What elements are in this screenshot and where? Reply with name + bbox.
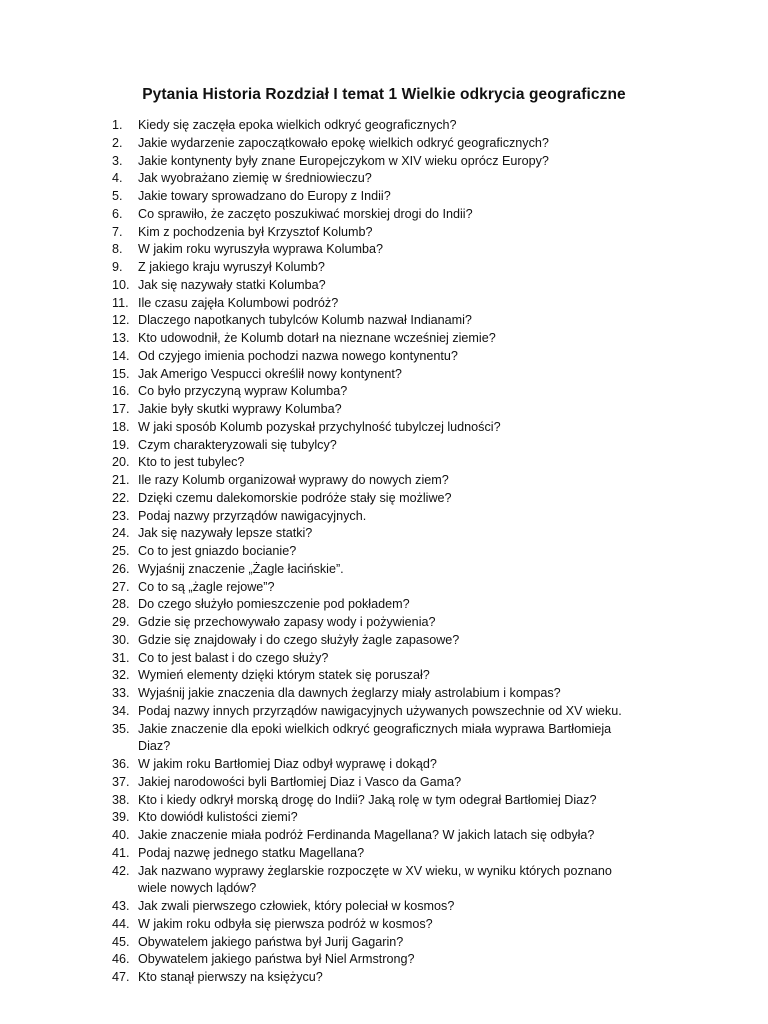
question-number: 45. <box>112 934 130 949</box>
question-text: Kiedy się zaczęła epoka wielkich odkryć geograficznych? <box>138 118 457 132</box>
question-item <box>112 650 672 668</box>
question-number: 6. <box>112 206 123 221</box>
question-number: 31. <box>112 650 130 665</box>
question-text: Do czego służyło pomieszczenie pod pokładem? <box>138 597 410 612</box>
question-item <box>112 170 672 188</box>
question-number: 44. <box>112 916 130 931</box>
question-item <box>112 809 672 827</box>
document-title: Pytania Historia Rozdział I temat 1 Wielkie odkrycia geograficzne <box>142 86 626 103</box>
question-number: 8. <box>112 242 123 257</box>
question-text: Jak nazwano wyprawy żeglarskie rozpoczęte w XV wieku, w wyniku których poznano wiele nowych lądów? <box>138 863 612 896</box>
question-text: Co to jest balast i do czego służy? <box>138 650 329 665</box>
question-text: W jaki sposób Kolumb pozyskał przychylność tubylczej ludności? <box>138 419 501 434</box>
question-number: 43. <box>112 899 130 913</box>
question-item <box>112 277 672 295</box>
question-item <box>112 153 672 171</box>
question-item <box>112 330 672 348</box>
question-text: Jakie były skutki wyprawy Kolumba? <box>138 402 342 416</box>
question-text: Jak się nazywały statki Kolumba? <box>138 277 326 292</box>
question-number: 2. <box>112 135 123 150</box>
question-item <box>112 703 672 721</box>
question-text: Ile razy Kolumb organizował wyprawy do nowych ziem? <box>138 473 449 487</box>
question-item <box>112 916 672 934</box>
question-text: Ile czasu zajęła Kolumbowi podróż? <box>138 295 339 310</box>
question-text: Jakie znaczenie miała podróż Ferdinanda Magellana? W jakich latach się odbyła? <box>138 828 595 842</box>
question-item <box>112 721 672 757</box>
question-number: 47. <box>112 970 130 984</box>
question-item <box>112 472 672 490</box>
question-text: Gdzie się znajdowały i do czego służyły żagle zapasowe? <box>138 632 460 647</box>
question-list <box>112 117 672 987</box>
question-text: Podaj nazwy innych przyrządów nawigacyjnych używanych powszechnie od XV wieku. <box>138 703 622 718</box>
question-text: Kto dowiódł kulistości ziemi? <box>138 810 298 825</box>
question-text: Jak zwali pierwszego człowiek, który poleciał w kosmos? <box>138 899 455 913</box>
question-text: W jakim roku odbyła się pierwsza podróż w kosmos? <box>138 916 433 931</box>
question-item <box>112 614 672 632</box>
question-item <box>112 135 672 153</box>
question-text: Kto stanął pierwszy na księżycu? <box>138 970 323 984</box>
question-item <box>112 685 672 703</box>
question-number: 25. <box>112 544 130 558</box>
question-text: W jakim roku wyruszyła wyprawa Kolumba? <box>138 242 383 257</box>
question-item <box>112 117 672 135</box>
question-text: Dzięki czemu dalekomorskie podróże stały się możliwe? <box>138 490 452 505</box>
question-number: 42. <box>112 863 130 878</box>
question-text: Jakiej narodowości byli Bartłomiej Diaz i Vasco da Gama? <box>138 774 462 789</box>
question-number: 46. <box>112 952 130 967</box>
question-number: 21. <box>112 473 130 487</box>
question-text: Czym charakteryzowali się tubylcy? <box>138 437 337 452</box>
question-number: 3. <box>112 153 123 168</box>
question-number: 38. <box>112 792 130 807</box>
question-item <box>112 969 672 987</box>
question-item <box>112 348 672 366</box>
question-number: 4. <box>112 171 123 186</box>
question-number: 14. <box>112 348 130 363</box>
question-number: 13. <box>112 331 130 345</box>
question-item <box>112 934 672 952</box>
question-number: 36. <box>112 757 130 771</box>
question-item <box>112 366 672 384</box>
question-item <box>112 579 672 597</box>
question-item <box>112 632 672 650</box>
question-text: Kim z pochodzenia był Krzysztof Kolumb? <box>138 224 373 239</box>
question-item <box>112 401 672 419</box>
question-number: 26. <box>112 561 130 576</box>
question-item <box>112 206 672 224</box>
question-number: 9. <box>112 260 123 274</box>
question-number: 34. <box>112 703 130 718</box>
question-text: Jak się nazywały lepsze statki? <box>138 526 313 541</box>
question-text: Co było przyczyną wypraw Kolumba? <box>138 384 348 399</box>
question-number: 33. <box>112 686 130 700</box>
question-text: Wymień elementy dzięki którym statek się poruszał? <box>138 668 430 683</box>
question-number: 10. <box>112 277 130 292</box>
question-number: 30. <box>112 632 130 647</box>
question-item <box>112 295 672 313</box>
question-item <box>112 898 672 916</box>
question-number: 7. <box>112 224 123 239</box>
question-text: Obywatelem jakiego państwa był Niel Armstrong? <box>138 952 415 967</box>
question-item <box>112 667 672 685</box>
question-item <box>112 827 672 845</box>
question-text: Jakie znaczenie dla epoki wielkich odkryć geograficznych miała wyprawa Bartłomieja Diaz? <box>138 721 612 754</box>
question-number: 19. <box>112 437 130 452</box>
question-text: Kto to jest tubylec? <box>138 455 245 470</box>
question-text: Gdzie się przechowywało zapasy wody i pożywienia? <box>138 615 436 629</box>
question-number: 12. <box>112 313 130 328</box>
question-text: Podaj nazwę jednego statku Magellana? <box>138 845 365 860</box>
question-number: 15. <box>112 366 130 381</box>
question-number: 17. <box>112 402 130 416</box>
question-item <box>112 490 672 508</box>
question-text: Wyjaśnij znaczenie „Żagle łacińskie”. <box>138 561 344 576</box>
question-text: Co to jest gniazdo bocianie? <box>138 544 297 558</box>
question-item <box>112 437 672 455</box>
question-item <box>112 259 672 277</box>
question-text: Jak wyobrażano ziemię w średniowieczu? <box>138 171 372 186</box>
question-item <box>112 383 672 401</box>
question-text: Wyjaśnij jakie znaczenia dla dawnych żeglarzy miały astrolabium i kompas? <box>138 686 561 700</box>
question-number: 32. <box>112 668 130 683</box>
question-text: Kto i kiedy odkrył morską drogę do Indii? Jaką rolę w tym odegrał Bartłomiej Diaz? <box>138 792 597 807</box>
question-item <box>112 525 672 543</box>
question-item <box>112 224 672 242</box>
question-number: 23. <box>112 508 130 523</box>
question-text: Kto udowodnił, że Kolumb dotarł na nieznane wcześniej ziemie? <box>138 331 496 345</box>
question-number: 5. <box>112 189 123 203</box>
question-number: 27. <box>112 579 130 594</box>
question-number: 28. <box>112 597 130 612</box>
question-number: 18. <box>112 419 130 434</box>
question-number: 40. <box>112 828 130 842</box>
question-number: 11. <box>112 295 129 310</box>
question-number: 16. <box>112 384 130 399</box>
question-text: Dlaczego napotkanych tubylców Kolumb nazwał Indianami? <box>138 313 472 328</box>
question-item <box>112 561 672 579</box>
question-item <box>112 845 672 863</box>
question-item <box>112 951 672 969</box>
question-item <box>112 312 672 330</box>
question-text: Co sprawiło, że zaczęto poszukiwać morskiej drogi do Indii? <box>138 206 473 221</box>
question-text: Jakie towary sprowadzano do Europy z Indii? <box>138 189 391 203</box>
question-text: Co to są „żagle rejowe”? <box>138 579 275 594</box>
question-item <box>112 419 672 437</box>
question-item <box>112 454 672 472</box>
question-item <box>112 188 672 206</box>
question-text: Podaj nazwy przyrządów nawigacyjnych. <box>138 508 367 523</box>
question-number: 41. <box>112 845 130 860</box>
question-text: Z jakiego kraju wyruszył Kolumb? <box>138 260 325 274</box>
question-item <box>112 508 672 526</box>
question-item <box>112 543 672 561</box>
question-number: 22. <box>112 490 130 505</box>
question-text: W jakim roku Bartłomiej Diaz odbył wyprawę i dokąd? <box>138 757 437 771</box>
question-number: 39. <box>112 810 130 825</box>
question-number: 35. <box>112 721 130 736</box>
question-text: Od czyjego imienia pochodzi nazwa nowego kontynentu? <box>138 348 458 363</box>
question-item <box>112 863 672 899</box>
question-item <box>112 756 672 774</box>
question-number: 24. <box>112 526 130 541</box>
question-text: Jak Amerigo Vespucci określił nowy kontynent? <box>138 366 402 381</box>
question-item <box>112 241 672 259</box>
question-number: 29. <box>112 615 130 629</box>
question-number: 1. <box>112 118 123 132</box>
question-number: 20. <box>112 455 130 470</box>
question-text: Jakie kontynenty były znane Europejczykom w XIV wieku oprócz Europy? <box>138 153 549 168</box>
question-item <box>112 596 672 614</box>
question-item <box>112 792 672 810</box>
question-item <box>112 774 672 792</box>
question-number: 37. <box>112 774 130 789</box>
question-text: Obywatelem jakiego państwa był Jurij Gagarin? <box>138 934 404 949</box>
question-text: Jakie wydarzenie zapoczątkowało epokę wielkich odkryć geograficznych? <box>138 135 549 150</box>
